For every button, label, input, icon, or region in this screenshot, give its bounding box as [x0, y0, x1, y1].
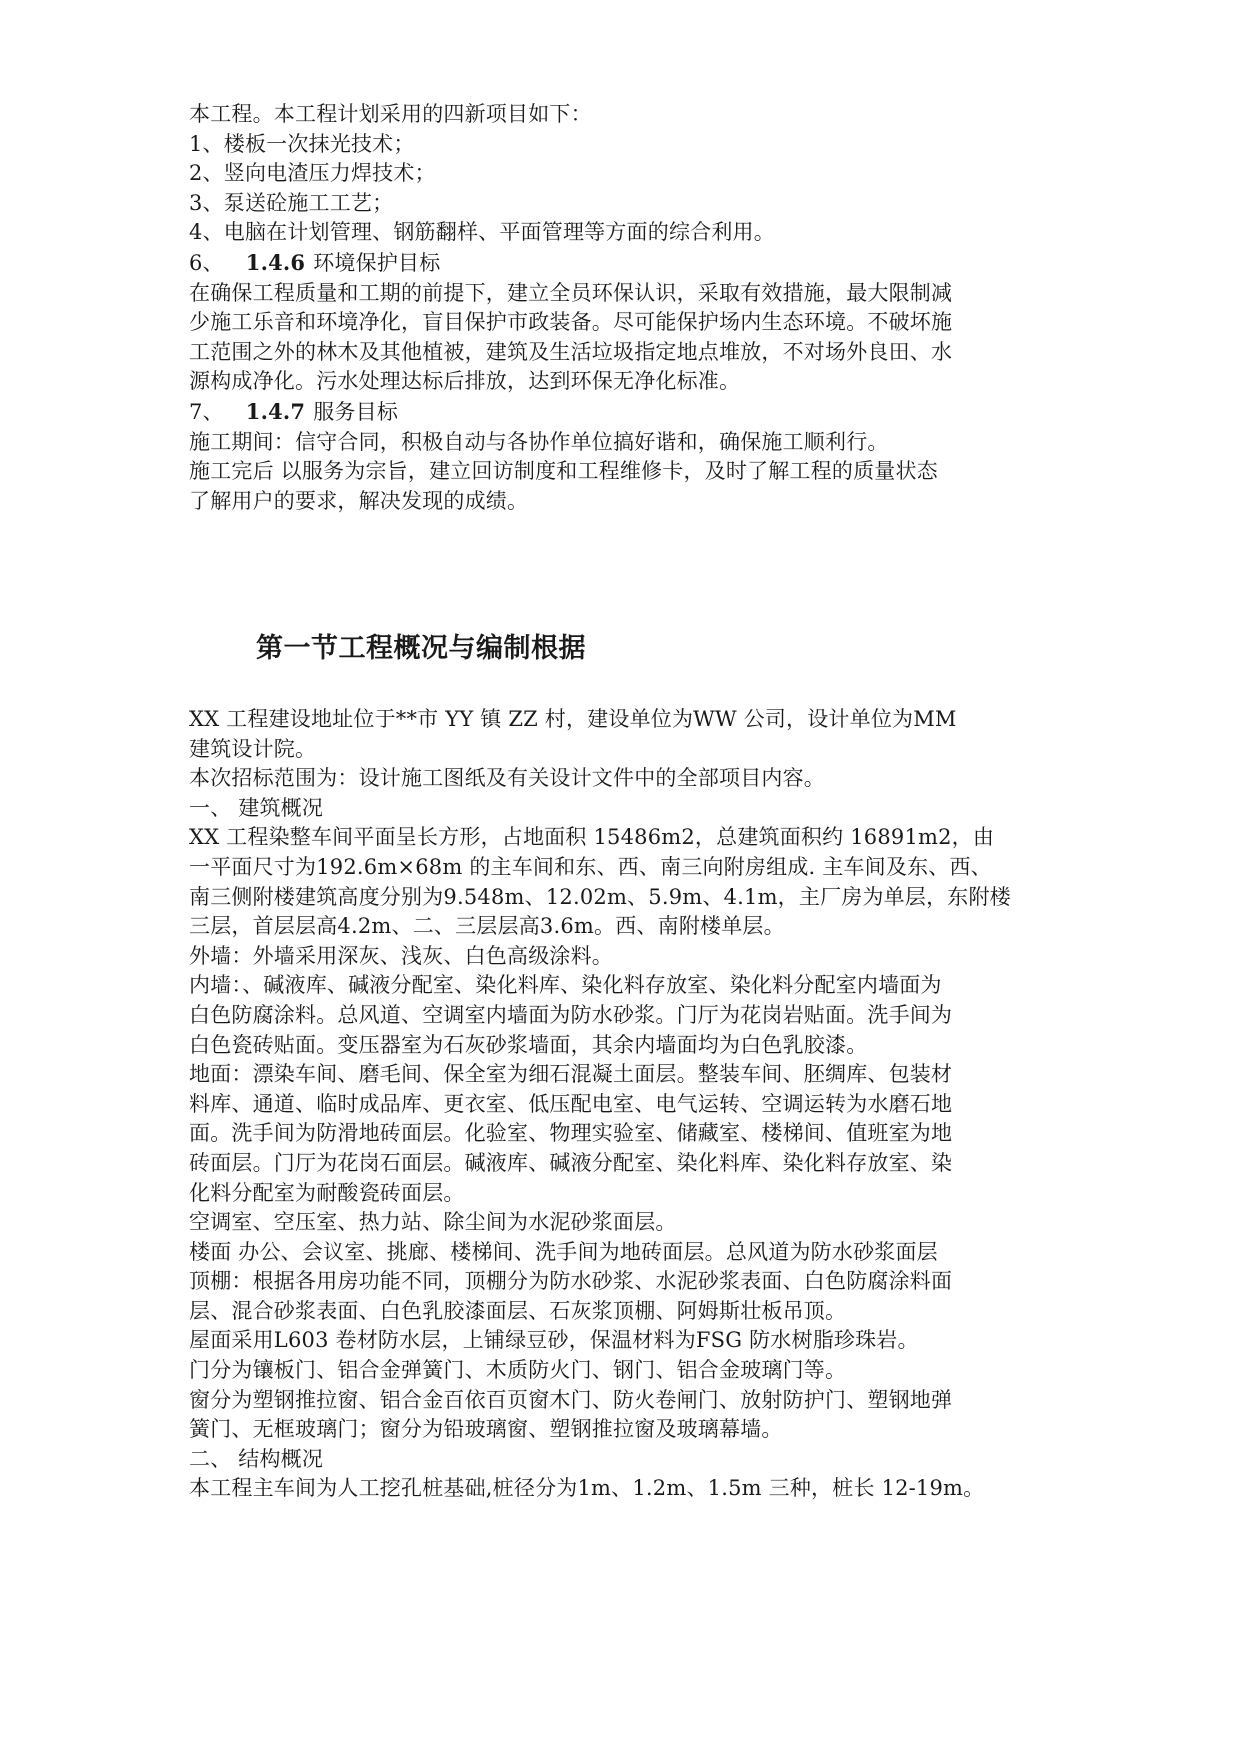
top-text-block	[189, 100, 1069, 516]
paragraph-line: 楼面 办公、会议室、挑廊、楼梯间、洗手间为地砖面层。总风道为防水砂浆面层	[189, 1239, 938, 1264]
paragraph-line: 门分为镶板门、铝合金弹簧门、木质防火门、钢门、铝合金玻璃门等。	[189, 1358, 847, 1383]
env-heading	[189, 248, 1069, 279]
paragraph-line: 施工完后 以服务为宗旨，建立回访制度和工程维修卡，及时了解工程的质量状态	[189, 459, 938, 484]
paragraph-line: 本次招标范围为：设计施工图纸及有关设计文件中的全部项目内容。	[189, 766, 825, 791]
env-heading-prefix: 6、	[189, 250, 224, 275]
paragraph-line: 砖面层。门厅为花岗石面层。碱液库、碱液分配室、染化料库、染化料存放室、染	[189, 1150, 953, 1175]
paragraph-line: 窗分为塑钢推拉窗、铝合金百依百页窗木门、防火卷闸门、放射防护门、塑钢地弹	[189, 1387, 953, 1412]
paragraph-line: 三层，首层层高4.2m、二、三层层高3.6m。西、南附楼单层。	[189, 914, 785, 939]
paragraph-line: 少施工乐音和环境净化，盲目保护市政装备。尽可能保护场内生态环境。不破坏施	[189, 310, 953, 335]
list-item: 1、楼板一次抹光技术；	[189, 131, 415, 156]
subsection-heading: 一、 建筑概况	[189, 795, 324, 820]
paragraph-line: 化料分配室为耐酸瓷砖面层。	[189, 1180, 465, 1205]
service-heading-number: 1.4.7	[245, 398, 306, 424]
paragraph-line: 白色瓷砖贴面。变压器室为石灰砂浆墙面，其余内墙面均为白色乳胶漆。	[189, 1032, 868, 1057]
list-item: 4、电脑在计划管理、钢筋翻样、平面管理等方面的综合利用。	[189, 220, 775, 245]
list-item: 2、竖向电渣压力焊技术；	[189, 161, 436, 186]
paragraph-line: 层、混合砂浆表面、白色乳胶漆面层、石灰浆顶棚、阿姆斯壮板吊顶。	[189, 1298, 847, 1323]
env-heading-number: 1.4.6	[245, 249, 306, 275]
paragraph-line: 施工期间：信守合同，积极自动与各协作单位搞好谐和，确保施工顺利行。	[189, 429, 889, 454]
subsection-heading: 二、 结构概况	[189, 1446, 324, 1471]
paragraph-line: 空调室、空压室、热力站、除尘间为水泥砂浆面层。	[189, 1210, 677, 1235]
paragraph-line: 白色防腐涂料。总风道、空调室内墙面为防水砂浆。门厅为花岗岩贴面。洗手间为	[189, 1002, 953, 1027]
paragraph-line: 建筑设计院。	[189, 736, 317, 761]
paragraph-line: 顶棚：根据各用房功能不同，顶棚分为防水砂浆、水泥砂浆表面、白色防腐涂料面	[189, 1269, 953, 1294]
list-item: 3、泵送砼施工工艺；	[189, 190, 394, 215]
paragraph-line: XX 工程建设地址位于**市 YY 镇 ZZ 村，建设单位为WW 公司，设计单位为MM	[189, 707, 957, 731]
paragraph-line: 一平面尺寸为192.6m×68m 的主车间和东、西、南三向附房组成. 主车间及东、西、	[189, 854, 992, 879]
paragraph-line: 源构成净化。污水处理达标后排放，达到环保无净化标准。	[189, 369, 741, 394]
paragraph-line: 了解用户的要求，解决发现的成绩。	[189, 488, 529, 513]
paragraph-line: 工范围之外的林木及其他植被，建筑及生活垃圾指定地点堆放，不对场外良田、水	[189, 339, 953, 364]
service-heading-prefix: 7、	[189, 399, 224, 424]
paragraph-line: 在确保工程质量和工期的前提下，建立全员环保认识，采取有效措施，最大限制减	[189, 280, 953, 305]
paragraph-line: 内墙：、碱液库、碱液分配室、染化料库、染化料存放室、染化料分配室内墙面为	[189, 973, 942, 998]
section-title: 第一节工程概况与编制根据	[256, 633, 586, 664]
service-heading-text: 服务目标	[313, 399, 399, 424]
paragraph-line: 簧门、无框玻璃门；窗分为铅玻璃窗、塑钢推拉窗及玻璃幕墙。	[189, 1417, 783, 1442]
main-text-block	[189, 705, 1069, 1504]
paragraph-line: 屋面采用L603 卷材防水层，上铺绿豆砂，保温材料为FSG 防水树脂珍珠岩。	[189, 1328, 919, 1353]
paragraph-line: 面。洗手间为防滑地砖面层。化验室、物理实验室、储藏室、楼梯间、值班室为地	[189, 1121, 953, 1146]
paragraph-line: 外墙：外墙采用深灰、浅灰、白色高级涂料。	[189, 943, 613, 968]
paragraph-line: 地面：漂染车间、磨毛间、保全室为细石混凝土面层。整装车间、胚绸库、包装材	[189, 1062, 953, 1087]
paragraph-line: 本工程主车间为人工挖孔桩基础,桩径分为1m、1.2m、1.5m 三种，桩长 12-19m。	[189, 1476, 985, 1501]
paragraph-line: 料库、通道、临时成品库、更衣室、低压配电室、电气运转、空调运转为水磨石地	[189, 1091, 953, 1116]
service-heading	[189, 397, 1069, 428]
paragraph-line: 南三侧附楼建筑高度分别为9.548m、12.02m、5.9m、4.1m，主厂房为单层，东附楼	[189, 884, 1011, 909]
env-heading-text: 环境保护目标	[313, 250, 441, 275]
paragraph-line: XX 工程染整车间平面呈长方形，占地面积 15486m2，总建筑面积约 16891m2，由	[189, 825, 995, 850]
intro-line: 本工程。本工程计划采用的四新项目如下：	[189, 102, 592, 126]
